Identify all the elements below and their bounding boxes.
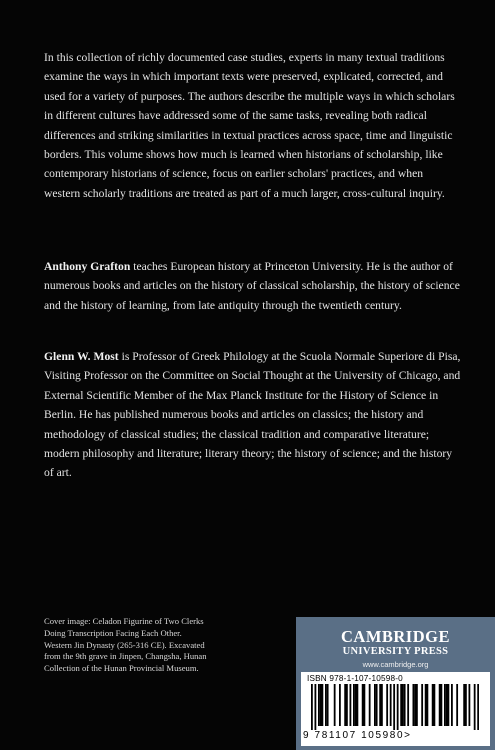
barcode-bar xyxy=(318,684,320,726)
barcode-digits xyxy=(303,730,488,741)
caption-line: Collection of the Hunan Provincial Museum. xyxy=(44,663,199,674)
barcode-bar xyxy=(407,684,409,726)
barcode-bar xyxy=(421,684,423,726)
barcode-bar xyxy=(339,684,341,726)
barcode-panel xyxy=(301,672,490,746)
barcode-bar xyxy=(327,684,329,726)
author-bio-text: teaches European history at Princeton University. He is the author of numerous books and articles on the history of classical scholarship, the history of science and the history of learning, from late antiquity through the twentieth century. xyxy=(44,260,460,312)
barcode-bar xyxy=(379,684,381,726)
barcode-bar xyxy=(311,684,313,730)
caption-line: from the 9th grave in Jinpen, Changsha, Hunan xyxy=(44,651,207,662)
barcode-bar xyxy=(465,684,467,726)
publisher-subtitle: UNIVERSITY PRESS xyxy=(342,646,449,657)
barcode-bar xyxy=(400,684,402,726)
barcode-bar xyxy=(448,684,450,726)
author-bio-most xyxy=(44,347,462,483)
barcode-bar xyxy=(334,684,336,726)
barcode-bar xyxy=(463,684,465,726)
barcode-bar xyxy=(397,684,399,730)
author-bio-grafton xyxy=(44,257,462,315)
barcode-bar xyxy=(355,684,357,726)
barcode-bar xyxy=(451,684,453,726)
cover-image-caption xyxy=(44,616,284,675)
author-name: Anthony Grafton xyxy=(44,260,131,273)
barcode-bar xyxy=(456,684,458,726)
barcode-bar xyxy=(432,684,434,726)
barcode-bar xyxy=(425,684,427,726)
barcode-bar xyxy=(393,684,395,730)
barcode-bar xyxy=(325,684,327,726)
barcode-bar xyxy=(402,684,404,726)
barcode-bar xyxy=(413,684,415,726)
barcode-bar xyxy=(414,684,416,726)
barcode-bar xyxy=(404,684,406,726)
barcode-bar xyxy=(386,684,388,726)
isbn-label: ISBN 978-1-107-10598-0 xyxy=(307,674,403,683)
barcode-bar xyxy=(315,684,317,730)
barcode-bar xyxy=(427,684,429,726)
publisher-url: www.cambridge.org xyxy=(362,660,429,669)
barcode-bar xyxy=(350,684,352,726)
barcode-bar xyxy=(444,684,446,726)
author-name: Glenn W. Most xyxy=(44,350,119,363)
barcode-bar xyxy=(441,684,443,726)
caption-line: Doing Transcription Facing Each Other. xyxy=(44,627,182,638)
barcode-bar xyxy=(362,684,364,726)
publisher-name: CAMBRIDGE xyxy=(340,627,450,646)
barcode-bar xyxy=(369,684,371,726)
caption-line: Western Jin Dynasty (265-316 CE). Excavated xyxy=(44,639,205,650)
caption-line: Cover image: Celadon Figurine of Two Clerks xyxy=(44,616,204,626)
barcode-bar xyxy=(381,684,383,726)
barcode-bar xyxy=(322,684,324,726)
barcode-bar xyxy=(364,684,366,726)
barcode-bar xyxy=(346,684,348,726)
barcode-bar xyxy=(434,684,436,726)
barcode-bar xyxy=(353,684,355,726)
book-description: In this collection of richly documented case studies, experts in many textual traditions examine the ways in which important texts were preserved, explicated, corrected, and used for a variety of purposes. The authors describe the multiple ways in which scholars in different cultures have addressed some of the same tasks, revealing both radical differences and striking similarities in textual practices across space, time and linguistic borders. This volume shows how much is learned when historians of scholarship, like contemporary historians of science, focus on earlier scholars' practices, and when western scholarly traditions are treated as part of a much larger, cross-cultural inquiry. xyxy=(44,51,455,200)
barcode-bar xyxy=(477,684,479,730)
barcode-bar xyxy=(446,684,448,726)
publisher-box xyxy=(296,617,495,750)
barcode-bar xyxy=(357,684,359,726)
barcode-bar xyxy=(474,684,476,730)
barcode-bar xyxy=(390,684,392,726)
barcode-bar xyxy=(416,684,418,726)
barcode-bar xyxy=(320,684,322,726)
barcode-arrow: > xyxy=(404,730,412,741)
barcode-bar xyxy=(344,684,346,726)
barcode-icon xyxy=(311,684,479,730)
barcode-bar xyxy=(469,684,471,726)
barcode-bar xyxy=(439,684,441,726)
author-bio-text: is Professor of Greek Philology at the Scuola Normale Superiore di Pisa, Visiting Professor on the Committee on Social Thought at the University of Chicago, and External Scientific Member of the Max Planck Institute for the History of Science in Berlin. He has published numerous books and articles on classics; the history and methodology of classical studies; the classical tradition and comparative literature; modern philosophy and literature; literary theory; the history of science; and the history of art. xyxy=(44,350,461,480)
barcode-bar xyxy=(374,684,376,726)
barcode-number: 9 781107 105980 xyxy=(303,730,405,741)
barcode-bar xyxy=(376,684,378,726)
